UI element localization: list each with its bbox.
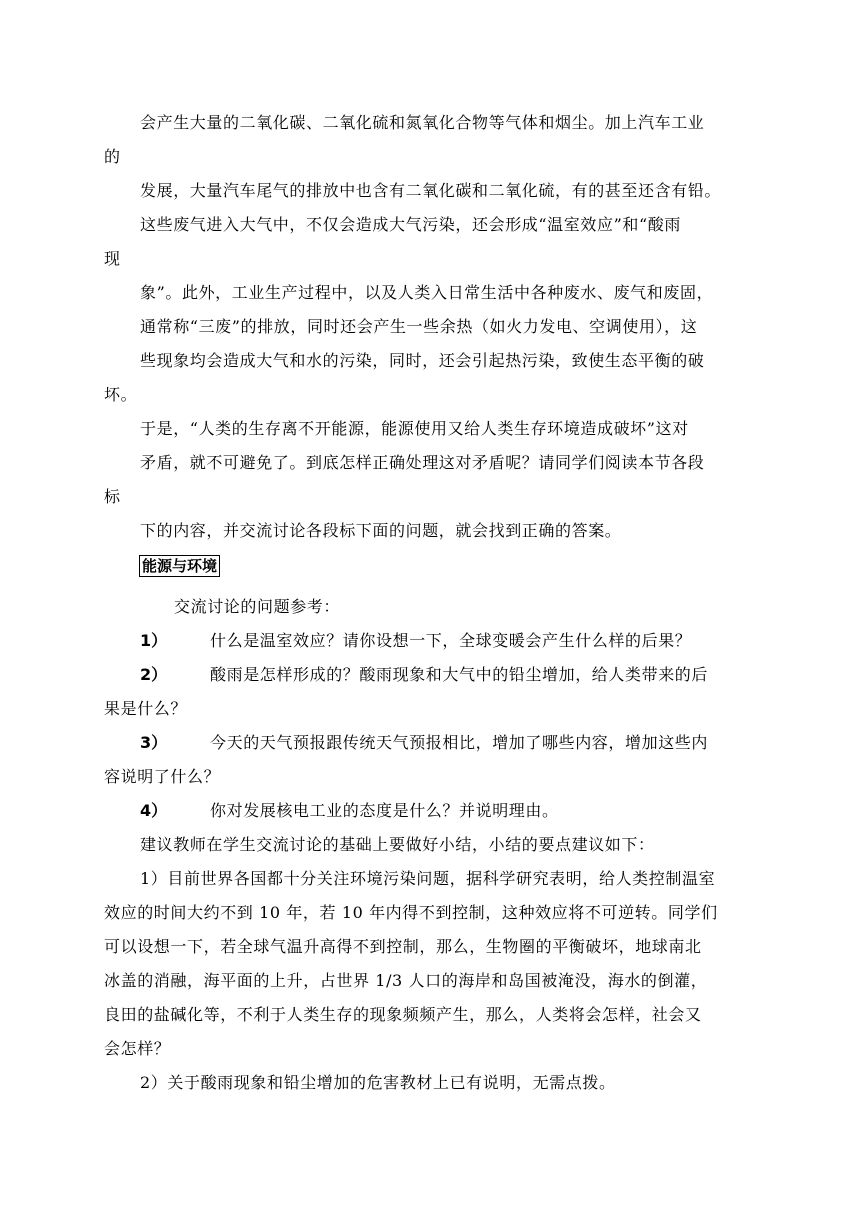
paragraph-line: 矛盾，就不可避免了。到底怎样正确处理这对矛盾呢？请同学们阅读本节各段 bbox=[140, 453, 705, 472]
summary-point-line: 良田的盐碱化等，不利于人类生存的现象频频产生，那么，人类将会怎样，社会又 bbox=[104, 1005, 702, 1024]
paragraph-line: 标 bbox=[104, 487, 121, 506]
summary-point-line: 1）目前世界各国都十分关注环境污染问题，据科学研究表明，给人类控制温室 bbox=[140, 869, 716, 888]
question-number: 2） bbox=[140, 665, 168, 684]
question-text-continued: 容说明了什么？ bbox=[104, 767, 221, 786]
paragraph-line: 这些废气进入大气中，不仅会造成大气污染，还会形成“温室效应”和“酸雨 bbox=[140, 215, 681, 234]
paragraph-line: 下的内容，并交流讨论各段标下面的问题，就会找到正确的答案。 bbox=[140, 521, 622, 540]
summary-point-line: 可以设想一下，若全球气温升高得不到控制，那么，生物圈的平衡破坏，地球南北 bbox=[104, 937, 702, 956]
paragraph-line: 发展，大量汽车尾气的排放中也含有二氧化碳和二氧化硫，有的甚至还含有铅。 bbox=[140, 181, 722, 200]
question-text-continued: 果是什么？ bbox=[104, 699, 188, 718]
discussion-intro: 交流讨论的问题参考： bbox=[174, 597, 341, 616]
question-text: 什么是温室效应？请你设想一下，全球变暖会产生什么样的后果？ bbox=[210, 631, 692, 650]
paragraph-line: 通常称“三废”的排放，同时还会产生一些余热（如火力发电、空调使用），这 bbox=[140, 317, 698, 336]
paragraph-line: 的 bbox=[104, 147, 121, 166]
question-number: 3） bbox=[140, 733, 168, 752]
summary-point-line: 冰盖的消融，海平面的上升，占世界 1/3 人口的海岸和岛国被淹没，海水的倒灌， bbox=[104, 971, 708, 990]
summary-point-line: 效应的时间大约不到 10 年，若 10 年内得不到控制，这种效应将不可逆转。同学们 bbox=[104, 903, 718, 922]
question-number: 4） bbox=[140, 801, 168, 820]
question-number: 1） bbox=[140, 631, 168, 650]
paragraph-line: 现 bbox=[104, 249, 121, 268]
suggestion-intro: 建议教师在学生交流讨论的基础上要做好小结，小结的要点建议如下： bbox=[140, 835, 655, 854]
paragraph-line: 些现象均会造成大气和水的污染，同时，还会引起热污染，致使生态平衡的破 bbox=[140, 351, 705, 370]
summary-point-line: 2）关于酸雨现象和铅尘增加的危害教材上已有说明，无需点拨。 bbox=[140, 1073, 616, 1092]
paragraph-line: 坏。 bbox=[104, 385, 138, 404]
question-text: 今天的天气预报跟传统天气预报相比，增加了哪些内容，增加这些内 bbox=[210, 733, 709, 752]
paragraph-line: 象”。此外，工业生产过程中，以及人类入日常生活中各种废水、废气和废固， bbox=[140, 283, 714, 302]
summary-point-line: 会怎样？ bbox=[104, 1039, 171, 1058]
question-text: 你对发展核电工业的态度是什么？并说明理由。 bbox=[210, 801, 559, 820]
paragraph-line: 会产生大量的二氧化碳、二氧化硫和氮氧化合物等气体和烟尘。加上汽车工业 bbox=[140, 113, 705, 132]
section-heading: 能源与环境 bbox=[139, 555, 220, 577]
paragraph-line: 于是，“人类的生存离不开能源，能源使用又给人类生存环境造成破坏”这对 bbox=[140, 419, 689, 438]
question-text: 酸雨是怎样形成的？酸雨现象和大气中的铅尘增加，给人类带来的后 bbox=[210, 665, 709, 684]
